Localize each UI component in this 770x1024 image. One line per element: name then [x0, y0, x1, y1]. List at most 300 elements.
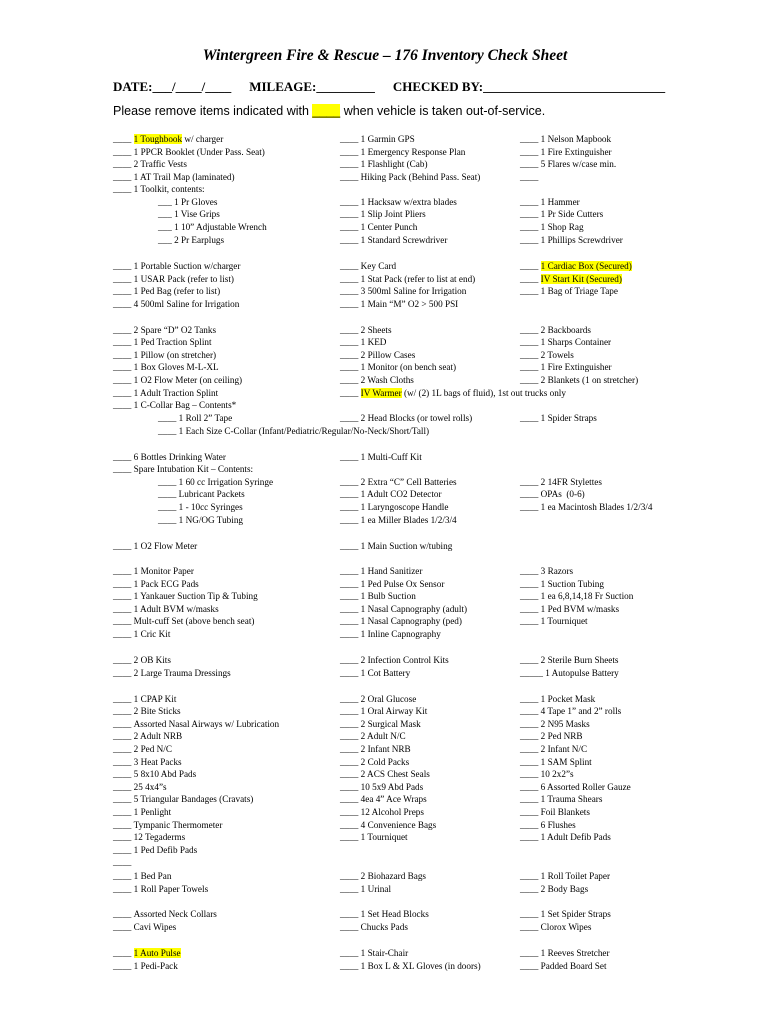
- check-blank[interactable]: ____: [340, 222, 361, 232]
- check-blank[interactable]: ____: [113, 184, 134, 194]
- check-blank[interactable]: ____: [158, 413, 179, 423]
- item-label: 1 Inline Capnography: [360, 629, 441, 639]
- item-label: 1 Bed Pan: [133, 871, 172, 881]
- check-blank[interactable]: ____: [520, 147, 541, 157]
- check-blank[interactable]: ____: [520, 350, 541, 360]
- note-text-after: when vehicle is taken out-of-service.: [340, 104, 546, 118]
- check-blank[interactable]: ____: [520, 731, 541, 741]
- check-blank[interactable]: ____: [340, 769, 361, 779]
- inventory-item: [520, 793, 602, 805]
- check-blank[interactable]: ____: [520, 362, 541, 372]
- inventory-item: [340, 234, 447, 246]
- item-label: 2 Sterile Burn Sheets: [540, 655, 619, 665]
- check-blank[interactable]: ___: [158, 235, 175, 245]
- check-blank[interactable]: ____: [520, 286, 541, 296]
- check-blank[interactable]: ____: [520, 489, 541, 499]
- check-blank[interactable]: ____: [340, 694, 361, 704]
- check-blank[interactable]: ____: [340, 489, 361, 499]
- inventory-item: [340, 870, 426, 882]
- check-blank[interactable]: ____: [340, 820, 361, 830]
- item-label: Spare Intubation Kit – Contents:: [133, 464, 254, 474]
- item-label: 1 Reeves Stretcher: [540, 948, 610, 958]
- item-label-suffix: w/ charger: [182, 134, 224, 144]
- check-blank[interactable]: ____: [340, 477, 361, 487]
- inventory-item: [113, 883, 208, 895]
- check-blank[interactable]: ___: [158, 197, 175, 207]
- check-blank[interactable]: ____: [158, 515, 179, 525]
- check-blank[interactable]: ____: [340, 604, 361, 614]
- check-blank[interactable]: ____: [340, 362, 361, 372]
- check-blank[interactable]: ____: [158, 489, 179, 499]
- check-blank[interactable]: ____: [113, 452, 134, 462]
- check-blank[interactable]: ____: [520, 222, 541, 232]
- check-blank[interactable]: ___: [158, 209, 175, 219]
- check-blank[interactable]: ____: [520, 261, 541, 271]
- item-label: 1 Pack ECG Pads: [133, 579, 199, 589]
- check-blank[interactable]: ____: [520, 235, 541, 245]
- inventory-item: [520, 324, 591, 336]
- inventory-item: [520, 133, 611, 145]
- check-blank[interactable]: ____: [520, 566, 541, 576]
- inventory-item: [340, 578, 444, 590]
- check-blank[interactable]: ____: [340, 235, 361, 245]
- check-blank[interactable]: ____: [113, 961, 134, 971]
- check-blank[interactable]: ____: [113, 629, 134, 639]
- item-label: 1 Sharps Container: [540, 337, 612, 347]
- check-blank[interactable]: ____: [340, 719, 361, 729]
- check-blank[interactable]: ____: [113, 807, 134, 817]
- inventory-item: [113, 146, 265, 158]
- check-blank[interactable]: ___: [158, 222, 175, 232]
- inventory-item: [113, 540, 197, 552]
- check-blank[interactable]: ____: [520, 909, 541, 919]
- inventory-item: [340, 793, 427, 805]
- item-label: 25 4x4”s: [133, 782, 167, 792]
- inventory-item: [520, 565, 573, 577]
- inventory-item: [158, 208, 220, 220]
- inventory-item: [113, 730, 182, 742]
- check-blank[interactable]: ____: [520, 961, 541, 971]
- check-blank[interactable]: ____: [340, 515, 361, 525]
- check-blank[interactable]: ____: [113, 541, 134, 551]
- check-blank[interactable]: ____: [113, 706, 134, 716]
- check-blank[interactable]: ____: [520, 782, 541, 792]
- check-blank[interactable]: ____: [340, 452, 361, 462]
- check-blank[interactable]: ____: [113, 744, 134, 754]
- check-blank[interactable]: ____: [113, 286, 134, 296]
- inventory-item: [520, 336, 611, 348]
- item-label: 1 Flashlight (Cab): [360, 159, 428, 169]
- inventory-item: [113, 718, 279, 730]
- item-label: 1 Cric Kit: [133, 629, 171, 639]
- inventory-item: [158, 488, 245, 500]
- check-blank[interactable]: ____: [158, 477, 179, 487]
- inventory-item: [113, 693, 176, 705]
- check-blank[interactable]: ____: [340, 922, 361, 932]
- check-blank[interactable]: ____: [340, 299, 361, 309]
- item-label: 1 Trauma Shears: [540, 794, 603, 804]
- check-blank[interactable]: ____: [340, 706, 361, 716]
- item-label: 1 SAM Splint: [540, 757, 592, 767]
- item-label: 1 Nasal Capnography (adult): [360, 604, 468, 614]
- item-label: 1 Stair-Chair: [360, 948, 409, 958]
- check-blank[interactable]: ____: [113, 871, 134, 881]
- item-label: Hiking Pack (Behind Pass. Seat): [360, 172, 481, 182]
- inventory-item: [520, 234, 623, 246]
- check-blank[interactable]: ____: [113, 845, 134, 855]
- inventory-item: [113, 793, 253, 805]
- check-blank[interactable]: ____: [340, 782, 361, 792]
- check-blank[interactable]: ____: [520, 884, 541, 894]
- inventory-item: [340, 603, 467, 615]
- check-blank[interactable]: ____: [340, 948, 361, 958]
- check-blank[interactable]: ____: [340, 159, 361, 169]
- inventory-item: [340, 146, 465, 158]
- check-blank[interactable]: ____: [520, 769, 541, 779]
- check-blank[interactable]: ____: [520, 134, 541, 144]
- check-blank[interactable]: ____: [520, 579, 541, 589]
- check-blank[interactable]: ____: [340, 744, 361, 754]
- check-blank[interactable]: ____: [340, 502, 361, 512]
- item-label: 1 Center Punch: [360, 222, 418, 232]
- inventory-item: [340, 158, 428, 170]
- check-blank[interactable]: ____: [340, 757, 361, 767]
- highlighted-item-label: IV Start Kit (Secured): [540, 274, 622, 284]
- check-blank[interactable]: ____: [113, 274, 134, 284]
- check-blank[interactable]: ____: [340, 134, 361, 144]
- check-blank[interactable]: ____: [520, 706, 541, 716]
- item-label: 1 ea 6,8,14,18 Fr Suction: [540, 591, 634, 601]
- check-blank[interactable]: ____: [520, 871, 541, 881]
- item-label: 2 Ped N/C: [133, 744, 172, 754]
- item-label: 1 Toolkit, contents:: [133, 184, 205, 194]
- date-field[interactable]: DATE:___/____/____: [113, 79, 232, 94]
- check-blank[interactable]: ____: [113, 616, 134, 626]
- item-label: 1 Hand Sanitizer: [360, 566, 423, 576]
- item-label: Assorted Nasal Airways w/ Lubrication: [133, 719, 280, 729]
- inventory-item: [113, 908, 217, 920]
- check-blank[interactable]: ____: [340, 350, 361, 360]
- inventory-item: [520, 196, 580, 208]
- check-blank[interactable]: ____: [340, 591, 361, 601]
- check-blank[interactable]: ____: [113, 591, 134, 601]
- item-label: 2 Biohazard Bags: [360, 871, 426, 881]
- item-label: 1 60 cc Irrigation Syringe: [178, 477, 274, 487]
- check-blank[interactable]: ____: [113, 922, 134, 932]
- check-blank[interactable]: ____: [340, 172, 361, 182]
- check-blank[interactable]: ____: [113, 134, 134, 144]
- inventory-item: [340, 208, 426, 220]
- check-blank[interactable]: ____: [113, 147, 134, 157]
- item-label: 1 KED: [360, 337, 387, 347]
- check-blank[interactable]: ____: [113, 769, 134, 779]
- check-blank[interactable]: ____: [113, 464, 134, 474]
- inventory-item: [340, 947, 408, 959]
- item-label: 1 Stat Pack (refer to list at end): [360, 274, 476, 284]
- inventory-item: [340, 260, 396, 272]
- inventory-item: [520, 488, 585, 500]
- check-blank[interactable]: ____: [520, 172, 539, 182]
- item-label: 1 Pocket Mask: [540, 694, 596, 704]
- check-blank[interactable]: ____: [340, 961, 361, 971]
- check-blank[interactable]: ____: [340, 668, 361, 678]
- check-blank[interactable]: ____: [520, 694, 541, 704]
- inventory-item: [340, 171, 480, 183]
- check-blank[interactable]: ____: [113, 655, 134, 665]
- item-label: 2 14FR Stylettes: [540, 477, 602, 487]
- check-blank[interactable]: ____: [340, 566, 361, 576]
- item-label: 1 Roll Toilet Paper: [540, 871, 611, 881]
- check-blank[interactable]: ____: [113, 668, 134, 678]
- check-blank[interactable]: ____: [113, 694, 134, 704]
- inventory-item: [113, 870, 171, 882]
- item-label: 1 Yankauer Suction Tip & Tubing: [133, 591, 258, 601]
- item-label: 1 Penlight: [133, 807, 172, 817]
- inventory-item: [520, 476, 602, 488]
- inventory-item: [158, 234, 224, 246]
- item-label: 2 Ped NRB: [540, 731, 583, 741]
- inventory-item: [340, 285, 466, 297]
- inventory-item: [113, 285, 220, 297]
- check-blank[interactable]: ____: [113, 884, 134, 894]
- check-blank[interactable]: ____: [113, 757, 134, 767]
- checked-by-field[interactable]: CHECKED BY:____________________________: [392, 79, 666, 94]
- item-label: 1 Adult Traction Splint: [133, 388, 219, 398]
- check-blank[interactable]: ____: [113, 400, 134, 410]
- check-blank[interactable]: ____: [520, 375, 541, 385]
- inventory-item: [340, 336, 386, 348]
- inventory-item: [520, 158, 616, 170]
- inventory-item: [340, 501, 448, 513]
- item-label: 1 Fire Extinguisher: [540, 147, 612, 157]
- check-blank[interactable]: ____: [340, 337, 361, 347]
- check-blank[interactable]: ____: [113, 782, 134, 792]
- check-blank[interactable]: ____: [520, 757, 541, 767]
- inventory-item: [340, 705, 427, 717]
- inventory-item: [113, 336, 212, 348]
- inventory-item: [520, 693, 595, 705]
- check-blank[interactable]: ____: [113, 159, 134, 169]
- highlighted-item-label: 1 Cardiac Box (Secured): [540, 261, 632, 271]
- item-label: 1 C-Collar Bag – Contents*: [133, 400, 237, 410]
- check-blank[interactable]: ____: [113, 579, 134, 589]
- inventory-item: [113, 565, 194, 577]
- inventory-item: [113, 387, 218, 399]
- check-blank[interactable]: ____: [113, 261, 134, 271]
- item-label: Chucks Pads: [360, 922, 408, 932]
- check-blank[interactable]: ____: [340, 909, 361, 919]
- item-label: 1 Laryngoscope Handle: [360, 502, 449, 512]
- item-label: 1 PPCR Booklet (Under Pass. Seat): [133, 147, 265, 157]
- item-label: 1 Adult BVM w/masks: [133, 604, 219, 614]
- check-blank[interactable]: ____: [520, 655, 541, 665]
- check-blank[interactable]: ____: [340, 884, 361, 894]
- check-blank[interactable]: ____: [520, 820, 541, 830]
- item-label: Cavi Wipes: [133, 922, 177, 932]
- inventory-item: [520, 273, 622, 285]
- check-blank[interactable]: ____: [520, 159, 541, 169]
- check-blank[interactable]: ____: [520, 209, 541, 219]
- check-blank[interactable]: ____: [340, 286, 361, 296]
- item-label: 2 Wash Cloths: [360, 375, 414, 385]
- item-label: 2 Towels: [540, 350, 574, 360]
- inventory-item: [113, 768, 196, 780]
- item-label: Foil Blankets: [540, 807, 590, 817]
- check-blank[interactable]: ____: [520, 604, 541, 614]
- check-blank[interactable]: ____: [113, 909, 134, 919]
- check-blank[interactable]: ____: [113, 604, 134, 614]
- check-blank[interactable]: ____: [520, 274, 541, 284]
- item-label: 1 Ped BVM w/masks: [540, 604, 620, 614]
- check-blank[interactable]: ____: [520, 197, 541, 207]
- check-blank[interactable]: ____: [520, 337, 541, 347]
- check-blank[interactable]: ____: [113, 566, 134, 576]
- inventory-item: [340, 730, 406, 742]
- item-label: 2 Blankets (1 on stretcher): [540, 375, 639, 385]
- check-blank[interactable]: ____: [158, 502, 179, 512]
- check-blank[interactable]: ____: [113, 388, 134, 398]
- inventory-item: [113, 921, 176, 933]
- inventory-item: [520, 781, 631, 793]
- check-blank[interactable]: ____: [113, 794, 134, 804]
- check-blank[interactable]: ____: [340, 832, 361, 842]
- inventory-item: [520, 146, 612, 158]
- check-blank[interactable]: ____: [340, 388, 361, 398]
- check-blank[interactable]: ____: [340, 794, 361, 804]
- check-blank[interactable]: ____: [520, 616, 541, 626]
- note-text-before: Please remove items indicated with: [113, 104, 313, 118]
- inventory-item: [520, 208, 603, 220]
- item-label: 1 ea Macintosh Blades 1/2/3/4: [540, 502, 653, 512]
- inventory-item: [340, 540, 452, 552]
- check-blank[interactable]: ____: [340, 629, 361, 639]
- item-label: 1 CPAP Kit: [133, 694, 177, 704]
- check-blank[interactable]: ____: [520, 719, 541, 729]
- check-blank[interactable]: ____: [113, 362, 134, 372]
- inventory-item: [340, 221, 417, 233]
- check-blank[interactable]: ____: [113, 820, 134, 830]
- check-blank[interactable]: ____: [340, 731, 361, 741]
- inventory-item: [520, 260, 632, 272]
- check-blank[interactable]: ____: [340, 325, 361, 335]
- check-blank[interactable]: ____: [520, 922, 541, 932]
- check-blank[interactable]: ____: [340, 871, 361, 881]
- item-label: 3 500ml Saline for Irrigation: [360, 286, 467, 296]
- check-blank[interactable]: ____: [340, 616, 361, 626]
- check-blank[interactable]: ____: [340, 579, 361, 589]
- item-label: 1 AT Trail Map (laminated): [133, 172, 235, 182]
- inventory-item: [340, 374, 414, 386]
- item-label: 6 Assorted Roller Gauze: [540, 782, 631, 792]
- inventory-item: [520, 654, 619, 666]
- check-blank[interactable]: ____: [520, 807, 541, 817]
- item-label: Tympanic Thermometer: [133, 820, 223, 830]
- item-label: 5 Flares w/case min.: [540, 159, 617, 169]
- item-label: 1 Pr Gloves: [174, 197, 218, 207]
- check-blank[interactable]: ____: [520, 832, 541, 842]
- check-blank[interactable]: ____: [113, 948, 134, 958]
- check-blank[interactable]: _____: [520, 668, 546, 678]
- check-blank[interactable]: ____: [340, 147, 361, 157]
- item-label: 1 10” Adjustable Wrench: [174, 222, 267, 232]
- inventory-item: [520, 412, 597, 424]
- item-label: 1 Spider Straps: [540, 413, 597, 423]
- check-blank[interactable]: ____: [520, 948, 541, 958]
- item-label: 1 Box L & XL Gloves (in doors): [360, 961, 481, 971]
- check-blank[interactable]: ____: [158, 426, 179, 436]
- item-label: 1 NG/OG Tubing: [178, 515, 244, 525]
- check-blank[interactable]: ____: [113, 337, 134, 347]
- check-blank[interactable]: ____: [113, 350, 134, 360]
- check-blank[interactable]: ____: [113, 172, 134, 182]
- item-label: 1 Main “M” O2 > 500 PSI: [360, 299, 459, 309]
- item-label: 1 Shop Rag: [540, 222, 584, 232]
- inventory-item: [113, 158, 187, 170]
- highlighted-item-label: 1 Toughbook: [133, 134, 183, 144]
- check-blank[interactable]: ____: [520, 477, 541, 487]
- page-title: Wintergreen Fire & Rescue – 176 Inventory Check Sheet: [202, 47, 568, 64]
- inventory-item: [158, 501, 243, 513]
- item-label: 5 8x10 Abd Pads: [133, 769, 197, 779]
- check-blank[interactable]: ____: [113, 375, 134, 385]
- inventory-item: [520, 615, 588, 627]
- inventory-item: [520, 501, 652, 513]
- inventory-item: [113, 463, 253, 475]
- check-blank[interactable]: ____: [520, 591, 541, 601]
- check-blank[interactable]: ____: [340, 655, 361, 665]
- check-blank[interactable]: ____: [520, 794, 541, 804]
- item-label: Lubricant Packets: [178, 489, 245, 499]
- inventory-item: [520, 705, 621, 717]
- inventory-item: [340, 654, 449, 666]
- check-blank[interactable]: ____: [340, 807, 361, 817]
- check-blank[interactable]: ____: [113, 731, 134, 741]
- item-label: 1 Nelson Mapbook: [540, 134, 612, 144]
- item-label: 2 Cold Packs: [360, 757, 410, 767]
- check-blank[interactable]: ____: [113, 832, 134, 842]
- check-blank[interactable]: ____: [520, 413, 541, 423]
- check-blank[interactable]: ____: [340, 261, 361, 271]
- check-blank[interactable]: ____: [113, 719, 134, 729]
- inventory-item: [520, 947, 610, 959]
- inventory-item: [113, 183, 205, 195]
- check-blank[interactable]: ____: [113, 857, 132, 867]
- item-label: 1 Monitor (on bench seat): [360, 362, 457, 372]
- check-blank[interactable]: ____: [113, 299, 134, 309]
- item-label: 2 Surgical Mask: [360, 719, 421, 729]
- check-blank[interactable]: ____: [340, 274, 361, 284]
- check-blank[interactable]: ____: [113, 325, 134, 335]
- check-blank[interactable]: ____: [340, 413, 361, 423]
- item-label: OPAs (0-6): [540, 489, 585, 499]
- item-label: 1 Fire Extinguisher: [540, 362, 612, 372]
- check-blank[interactable]: ____: [340, 541, 361, 551]
- check-blank[interactable]: ____: [340, 375, 361, 385]
- check-blank[interactable]: ____: [520, 744, 541, 754]
- item-label: 1 Roll Paper Towels: [133, 884, 209, 894]
- mileage-field[interactable]: MILEAGE:_________: [249, 79, 375, 94]
- inventory-item: [520, 374, 638, 386]
- item-label: 4ea 4” Ace Wraps: [360, 794, 427, 804]
- check-blank[interactable]: ____: [520, 325, 541, 335]
- item-label: 2 Adult N/C: [360, 731, 406, 741]
- inventory-item: [520, 883, 588, 895]
- check-blank[interactable]: ____: [520, 502, 541, 512]
- check-blank[interactable]: ____: [340, 209, 361, 219]
- inventory-item: [113, 171, 235, 183]
- check-blank[interactable]: ____: [340, 197, 361, 207]
- inventory-item: [340, 908, 429, 920]
